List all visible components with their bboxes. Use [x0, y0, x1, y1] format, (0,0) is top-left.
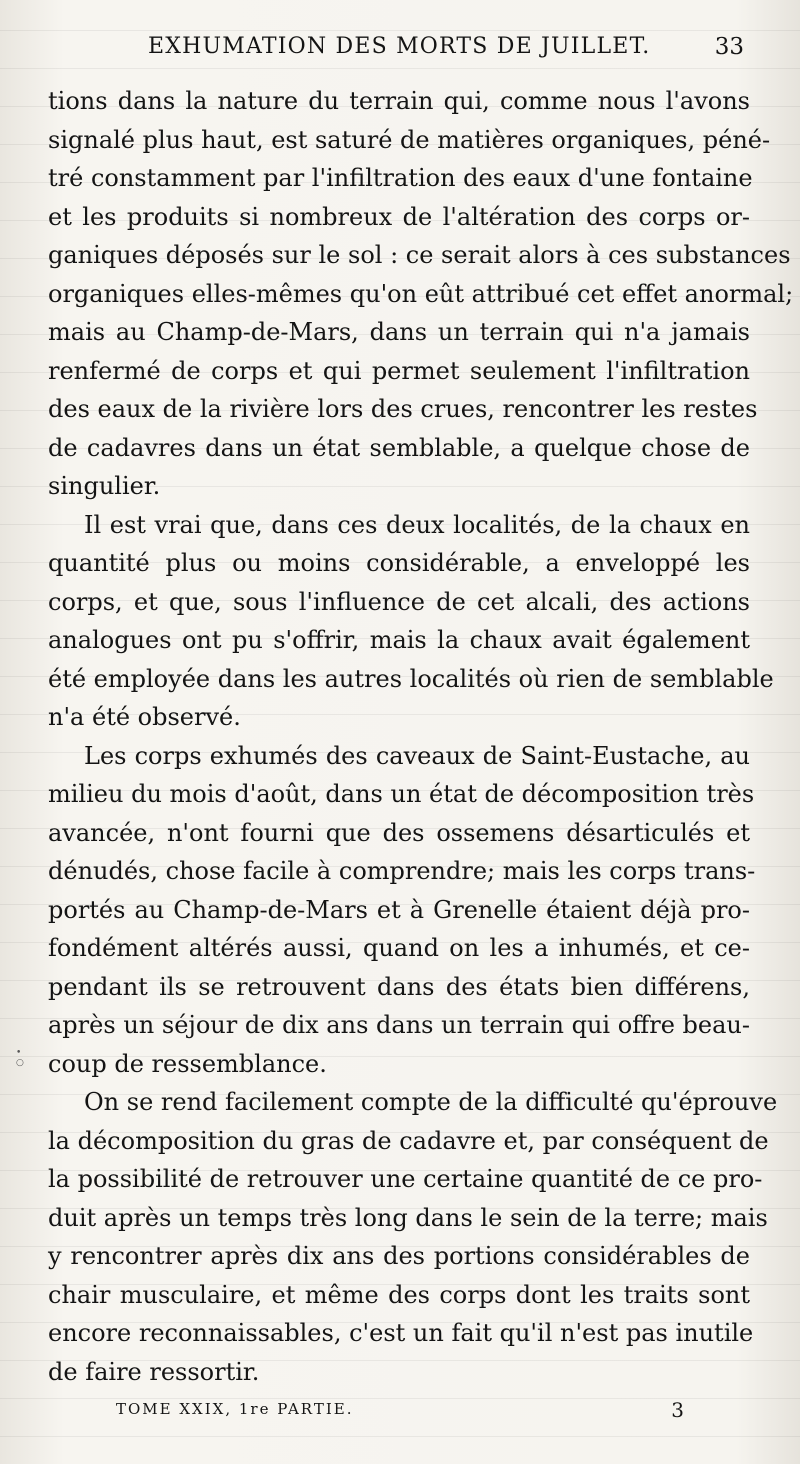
- paragraph-1: [48, 82, 794, 506]
- printer-signature: TOME XXIX, 1re PARTIE.: [116, 1400, 354, 1418]
- text-line: signalé plus haut, est saturé de matières organiques, péné-: [48, 125, 771, 154]
- text-line: chair musculaire, et même des corps dont les traits sont: [48, 1280, 750, 1309]
- text-line: n'a été observé.: [48, 703, 241, 731]
- text-line: de faire ressortir.: [48, 1357, 260, 1386]
- text-line: corps, et que, sous l'influence de cet alcali, des actions: [48, 587, 750, 616]
- text-line: portés au Champ-de-Mars et à Grenelle étaient déjà pro-: [48, 895, 750, 924]
- text-line: renfermé de corps et qui permet seulement l'infiltration: [48, 356, 750, 385]
- text-line: duit après un temps très long dans le sein de la terre; mais: [48, 1203, 768, 1232]
- text-line: été employée dans les autres localités où rien de semblable: [48, 664, 774, 693]
- text-line: milieu du mois d'août, dans un état de décomposition très: [48, 780, 755, 808]
- text-line: avancée, n'ont fourni que des ossemens désarticulés et: [48, 818, 750, 847]
- margin-speck: • ○: [16, 1048, 24, 1068]
- text-line: la décomposition du gras de cadavre et, par conséquent de: [48, 1126, 769, 1155]
- text-line: encore reconnaissables, c'est un fait qu'il n'est pas inutile: [48, 1319, 754, 1347]
- text-line: organiques elles-mêmes qu'on eût attribué cet effet anormal;: [48, 279, 794, 308]
- paragraph-3: [48, 737, 756, 1084]
- text-line: singulier.: [48, 472, 161, 500]
- text-line: quantité plus ou moins considérable, a enveloppé les: [48, 549, 750, 577]
- text-line: de cadavres dans un état semblable, a quelque chose de: [48, 433, 750, 462]
- signature-mark: 3: [671, 1398, 684, 1422]
- text-line: dénudés, chose facile à comprendre; mais les corps trans-: [48, 857, 756, 885]
- running-head: EXHUMATION DES MORTS DE JUILLET.: [148, 34, 651, 59]
- page-header: [48, 34, 744, 70]
- text-line: après un séjour de dix ans dans un terrain qui offre beau-: [48, 1011, 750, 1039]
- text-line: pendant ils se retrouvent dans des états bien différens,: [48, 972, 750, 1001]
- text-line: des eaux de la rivière lors des crues, rencontrer les restes: [48, 395, 758, 423]
- text-line: y rencontrer après dix ans des portions considérables de: [48, 1242, 750, 1270]
- text-line: tré constamment par l'infiltration des eaux d'une fontaine: [48, 164, 753, 192]
- page-number: 33: [714, 34, 744, 60]
- text-line: la possibilité de retrouver une certaine quantité de ce pro-: [48, 1165, 763, 1193]
- text-line: fondément altérés aussi, quand on les a inhumés, et ce-: [48, 934, 750, 962]
- text-line: ganiques déposés sur le sol : ce serait alors à ces substances: [48, 241, 791, 269]
- page-footer: [48, 1400, 744, 1430]
- text-line: analogues ont pu s'offrir, mais la chaux avait également: [48, 626, 750, 654]
- paragraph-4: [48, 1083, 778, 1391]
- text-line: tions dans la nature du terrain qui, comme nous l'avons: [48, 87, 750, 115]
- body-text: [48, 82, 794, 1391]
- text-line: Les corps exhumés des caveaux de Saint-Eustache, au: [84, 741, 750, 770]
- text-line: mais au Champ-de-Mars, dans un terrain qui n'a jamais: [48, 318, 750, 346]
- text-line: On se rend facilement compte de la difficulté qu'éprouve: [84, 1088, 778, 1116]
- text-line: Il est vrai que, dans ces deux localités, de la chaux en: [84, 510, 750, 539]
- text-line: et les produits si nombreux de l'altération des corps or-: [48, 202, 750, 231]
- text-line: coup de ressemblance.: [48, 1049, 327, 1078]
- paragraph-2: [48, 506, 774, 737]
